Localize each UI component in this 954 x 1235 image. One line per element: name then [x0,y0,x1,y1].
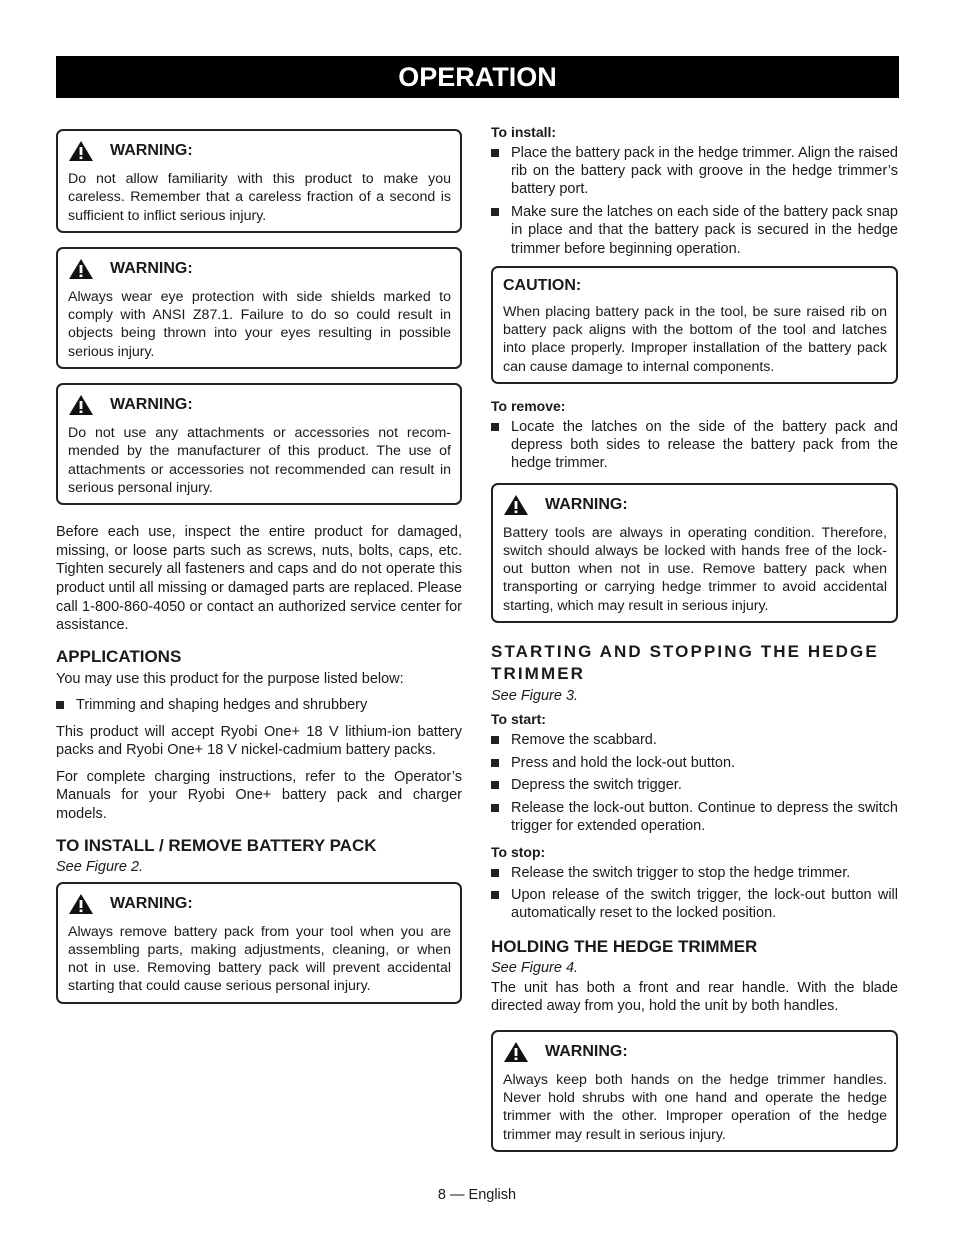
stop-label: To stop: [491,843,546,860]
warning-box-attachments [56,383,462,505]
applications-list [56,696,462,714]
warning-box-familiarity [56,129,462,233]
warning-triangle-icon [68,140,94,162]
list-item: Press and hold the lock-out button. [491,754,898,772]
bullet-square-icon [491,149,499,157]
bullet-square-icon [491,891,499,899]
warning-label: WARNING: [110,259,193,277]
stop-list [491,864,898,923]
caution-box [491,266,898,384]
warning-text: Do not use any attachments or accessories not recom-mended by the manufacturer of this product. The use of attachments or accessories not recommended can result in serious personal injury. [68,425,451,496]
warning-text: Do not allow familiarity with this product to make you careless. Remember that a careless fraction of a second is sufficient to inflict serious injury. [68,171,451,224]
bullet-square-icon [491,208,499,216]
list-item: Release the switch trigger to stop the hedge trimmer. [491,864,898,882]
figure-reference: See Figure 2. [56,858,144,875]
warning-triangle-icon [68,258,94,280]
applications-heading: APPLICATIONS [56,646,182,666]
page-footer: 8 — English [437,1187,517,1203]
remove-list [491,418,898,473]
warning-triangle-icon [68,394,94,416]
charging-paragraph: For complete charging instructions, refer to the Operator’s Manuals for your Ryobi One+ battery pack and charger models. [56,768,462,822]
right-column [491,124,898,1166]
holding-paragraph: The unit has both a front and rear handle. With the blade directed away from you, hold the unit by both handles. [491,979,898,1015]
figure-reference: See Figure 4. [491,959,579,976]
warning-label: WARNING: [545,495,628,513]
warning-text: Battery tools are always in operating condition. Therefore, switch should always be locked with hands free of the lock-out button when not in use. Remove battery pack when transporting or carrying hedge trimmer to avoid accidental starting, which may result in serious injury. [503,524,887,614]
bullet-square-icon [56,701,64,709]
warning-triangle-icon [503,494,529,516]
install-remove-heading: TO INSTALL / REMOVE BATTERY PACK [56,835,377,855]
holding-heading: HOLDING THE HEDGE TRIMMER [491,936,758,956]
start-label: To start: [491,711,546,727]
caution-text: When placing battery pack in the tool, be sure raised rib on battery pack aligns with the bottom of the tool and latches into place properly. Improper installation of the battery pack can cause damage to internal components. [503,303,887,375]
start-list [491,731,898,836]
warning-text: Always wear eye protection with side shields marked to comply with ANSI Z87.1. Failure to do so could result in objects being thrown into your eyes resulting in possible serious injury. [68,288,451,360]
page-title: OPERATION [56,56,899,98]
warning-text: Always keep both hands on the hedge trimmer handles. Never hold shrubs with one hand and operate the hedge trimmer with the other. Improper operation of the hedge trimmer may result in serious injury. [503,1071,887,1143]
warning-triangle-icon [503,1041,529,1063]
warning-label: WARNING: [110,894,193,912]
list-item: Upon release of the switch trigger, the lock-out button will automatically reset to the locked position. [491,886,898,922]
bullet-square-icon [491,804,499,812]
warning-box-eye-protection [56,247,462,369]
list-item: Place the battery pack in the hedge trimmer. Align the raised rib on the battery pack with groove in the hedge trimmer’s battery port. [491,144,898,199]
install-list [491,144,898,258]
warning-box-battery-tools [491,483,898,623]
left-column [56,124,462,1018]
bullet-square-icon [491,736,499,744]
bullet-square-icon [491,869,499,877]
list-item: Release the lock-out button. Continue to depress the switch trigger for extended operation. [491,799,898,835]
battery-compat-paragraph: This product will accept Ryobi One+ 18 V lithium-ion battery packs and Ryobi One+ 18 V nickel-cadmium battery packs. [56,723,462,759]
remove-label: To remove: [491,397,566,414]
bullet-square-icon [491,759,499,767]
warning-triangle-icon [68,893,94,915]
list-item: Remove the scabbard. [491,731,898,749]
bullet-square-icon [491,781,499,789]
start-stop-heading: STARTING AND STOPPING THE HEDGE TRIMMER [491,642,879,683]
list-item: Make sure the latches on each side of the battery pack snap in place and that the battery pack is secured in the hedge trimmer before beginning operation. [491,203,898,258]
caution-label: CAUTION: [503,276,582,294]
warning-text: Always remove battery pack from your tool when you are assembling parts, making adjustments, cleaning, or when not in use. Removing battery pack will prevent accidental starting that could cause serious personal injury. [68,923,451,995]
warning-box-both-hands [491,1030,898,1152]
figure-reference: See Figure 3. [491,688,579,704]
applications-intro: You may use this product for the purpose listed below: [56,670,404,687]
install-label: To install: [491,124,557,140]
list-item: Locate the latches on the side of the battery pack and depress both sides to release the battery pack from the hedge trimmer. [491,418,898,473]
bullet-square-icon [491,423,499,431]
list-item: Trimming and shaping hedges and shrubbery [56,696,462,714]
list-item: Depress the switch trigger. [491,776,898,794]
inspect-paragraph: Before each use, inspect the entire product for damaged, missing, or loose parts such as screws, nuts, bolts, caps, etc. Tighten securely all fasteners and caps and do not operate this product until all missing or damaged parts are replaced. Please call 1-800-860-4050 or contact an authorized service center for assistance. [56,524,462,634]
warning-label: WARNING: [110,396,193,414]
warning-box-remove-battery [56,882,462,1004]
warning-label: WARNING: [110,142,193,159]
warning-label: WARNING: [545,1042,628,1060]
